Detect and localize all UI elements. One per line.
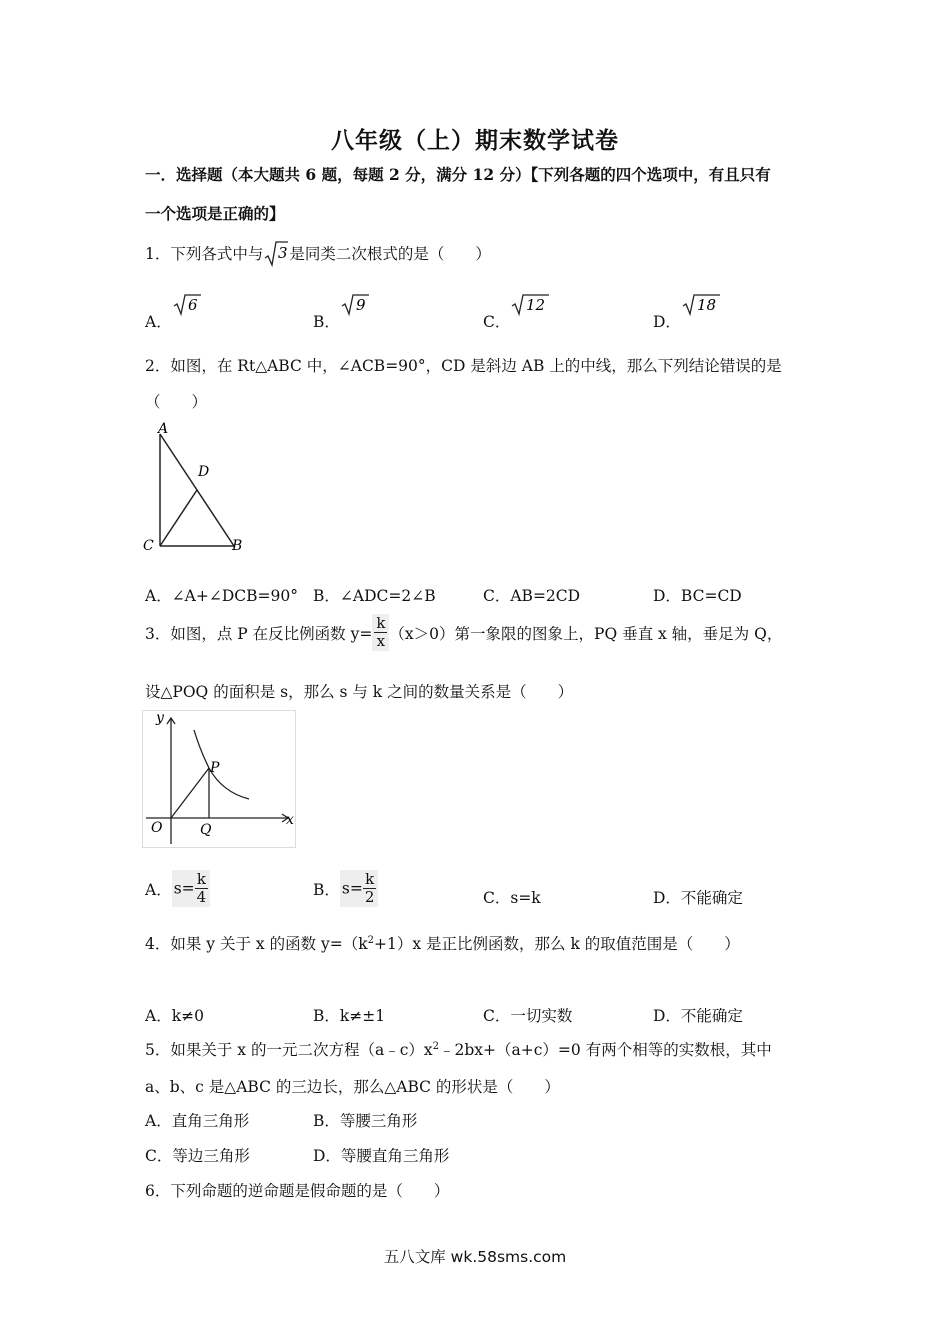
option-letter: C．	[483, 313, 511, 331]
question-6: 6．下列命题的逆命题是假命题的是（ ）	[145, 1182, 450, 1200]
q5-option-b: B．等腰三角形	[313, 1112, 418, 1130]
q4-option-b: B．k≠±1	[313, 1007, 386, 1025]
q5-option-c: C．等边三角形	[145, 1147, 250, 1165]
q1-prefix: 1．下列各式中与	[145, 245, 264, 263]
radicand: 18	[696, 296, 717, 314]
q1-option-b	[313, 292, 370, 331]
q1-radicand: 3	[278, 244, 288, 262]
q3-option-b	[313, 870, 378, 907]
label-d: D	[198, 464, 210, 480]
q2-option-c: C．AB=2CD	[483, 587, 581, 605]
q3-prefix: 3．如图，点 P 在反比例函数 y=	[145, 624, 373, 643]
segment-op	[171, 768, 209, 818]
q3-option-a	[145, 870, 210, 907]
q5-part-b: ﹣2bx+（a+c）=0 有两个相等的实数根，其中	[439, 1041, 772, 1059]
q4-exponent: 2	[367, 934, 375, 946]
question-5-line2: a、b、c 是△ABC 的三边长，那么△ABC 的形状是（ ）	[145, 1078, 560, 1096]
sqrt-6-radical	[172, 292, 202, 322]
radicand: 9	[355, 296, 366, 314]
radicand: 12	[526, 296, 546, 314]
sqrt-18-radical	[681, 292, 721, 322]
q2-option-b: B．∠ADC=2∠B	[313, 587, 436, 605]
option-letter: B．	[313, 313, 340, 331]
fraction-numerator: k	[363, 871, 377, 889]
fraction-denominator: x	[376, 632, 386, 650]
fraction-denominator: 2	[364, 888, 375, 906]
inverse-function-graph	[142, 710, 296, 848]
question-5-line1	[145, 1038, 772, 1060]
sqrt-3-radical	[263, 238, 289, 272]
q3-option-c: C．s=k	[483, 889, 541, 907]
q4-option-c: C．一切实数	[483, 1007, 573, 1025]
q1-option-a	[145, 292, 202, 331]
label-y: y	[156, 710, 164, 726]
option-letter: A．	[145, 313, 172, 331]
section-heading-line1: 一．选择题（本大题共 6 题，每题 2 分，满分 12 分）【下列各题的四个选项中，有且只有	[145, 165, 771, 184]
question-2-line1: 2．如图，在 Rt△ABC 中，∠ACB=90°，CD 是斜边 AB 上的中线，那么下列结论错误的是	[145, 357, 782, 375]
page-title: 八年级（上）期末数学试卷	[331, 127, 619, 154]
q1-suffix: 是同类二次根式的是（ ）	[289, 245, 491, 263]
q4-prefix: 4．如果 y 关于 x 的函数 y=（k	[145, 935, 368, 953]
right-triangle-figure	[142, 418, 246, 558]
label-c: C	[143, 538, 154, 554]
q5-option-d: D．等腰直角三角形	[313, 1147, 450, 1165]
q1-option-c	[483, 292, 550, 331]
question-1	[145, 238, 491, 272]
label-b: B	[232, 538, 243, 554]
hyperbola-curve	[194, 730, 249, 799]
label-o: O	[151, 820, 163, 836]
lhs: s=	[341, 879, 363, 898]
sqrt-12-radical	[510, 292, 550, 322]
radicand: 6	[187, 296, 198, 314]
q5-part-a: 5．如果关于 x 的一元二次方程（a﹣c）x	[145, 1041, 433, 1059]
label-q: Q	[200, 822, 212, 838]
fraction-denominator: 4	[196, 888, 207, 906]
lhs: s=	[173, 879, 195, 898]
fraction-numerator: k	[195, 871, 209, 889]
section-heading-line2: 一个选项是正确的】	[145, 204, 285, 223]
q3-suffix: （x＞0）第一象限的图象上，PQ 垂直 x 轴，垂足为 Q，	[389, 624, 783, 643]
sqrt-9-radical	[340, 292, 370, 322]
label-a: A	[158, 421, 169, 437]
median-cd	[160, 490, 197, 546]
s-equals-k-over-2	[340, 870, 379, 907]
q4-suffix: +1）x 是正比例函数，那么 k 的取值范围是（ ）	[374, 935, 740, 953]
option-letter: D．	[653, 313, 681, 331]
option-letter: B．	[313, 880, 340, 899]
question-2-line2: （ ）	[145, 393, 208, 411]
label-x: x	[286, 812, 294, 828]
s-equals-k-over-4	[172, 870, 211, 907]
option-letter: A．	[145, 880, 172, 899]
question-3-line1	[145, 614, 782, 651]
q4-option-d: D．不能确定	[653, 1007, 743, 1025]
k-over-x-fraction	[372, 614, 389, 651]
q3-option-d: D．不能确定	[653, 889, 743, 907]
q4-option-a: A．k≠0	[145, 1007, 204, 1025]
q5-exponent: 2	[432, 1040, 439, 1052]
footer-watermark: 五八文库 wk.58sms.com	[383, 1248, 567, 1266]
question-3-line2: 设△POQ 的面积是 s，那么 s 与 k 之间的数量关系是（ ）	[145, 683, 574, 701]
q2-option-a: A．∠A+∠DCB=90°	[145, 587, 298, 605]
q5-option-a: A．直角三角形	[145, 1112, 250, 1130]
q1-option-d	[653, 292, 721, 331]
q2-option-d: D．BC=CD	[653, 587, 742, 605]
question-4	[145, 932, 740, 954]
fraction-numerator: k	[376, 614, 386, 632]
label-p: P	[210, 760, 220, 776]
